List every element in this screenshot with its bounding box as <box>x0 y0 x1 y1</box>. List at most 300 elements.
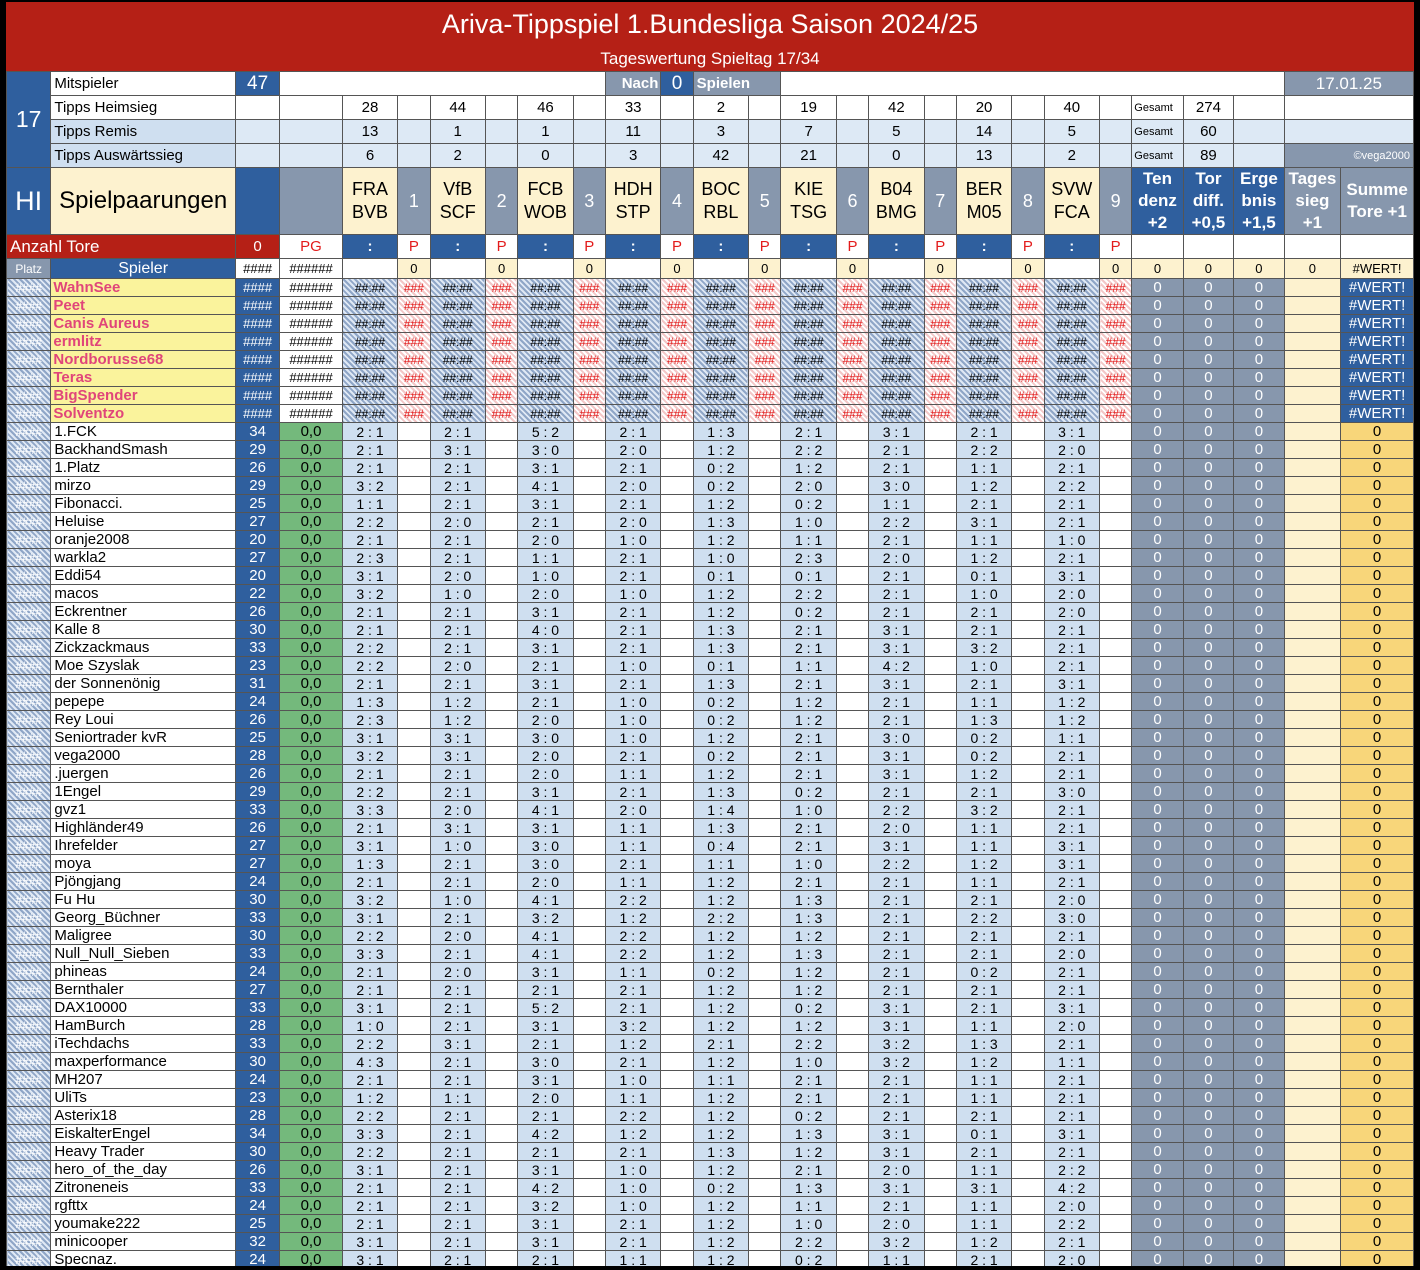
points-value <box>398 1125 430 1143</box>
tip-value: 1 : 1 <box>956 837 1011 855</box>
player-name[interactable]: Zitroneneis <box>51 1179 236 1197</box>
sum-value: #### <box>235 333 279 351</box>
tip-value: 2 : 1 <box>605 495 660 513</box>
points-value <box>1012 495 1044 513</box>
points-value <box>1100 1143 1132 1161</box>
points-value <box>1012 675 1044 693</box>
tip-value: 2 : 1 <box>1044 657 1099 675</box>
summe-value: 0 <box>1341 1035 1414 1053</box>
tip-value: 2 : 2 <box>342 927 397 945</box>
points-value <box>573 1233 605 1251</box>
mitspieler-count: 47 <box>235 72 279 96</box>
pg-value: ###### <box>280 333 343 351</box>
pg-value: 0,0 <box>280 1215 343 1233</box>
tip-value: ##:## <box>869 333 924 351</box>
points-value <box>398 1251 430 1267</box>
tip-value: 3 : 0 <box>518 855 573 873</box>
bonus-value: 0 <box>1183 567 1233 585</box>
player-name[interactable]: Georg_Büchner <box>51 909 236 927</box>
blank <box>1284 235 1340 259</box>
summe-value: 0 <box>1341 459 1414 477</box>
player-name[interactable]: warkla2 <box>51 549 236 567</box>
player-name[interactable]: Nordborusse68 <box>51 351 236 369</box>
points-value <box>1012 927 1044 945</box>
points-value: ### <box>661 369 693 387</box>
sum-value: 34 <box>235 423 279 441</box>
player-name[interactable]: Bernthaler <box>51 981 236 999</box>
tip-value: 2 : 1 <box>781 639 836 657</box>
player-name[interactable]: vega2000 <box>51 747 236 765</box>
points-value <box>749 1233 781 1251</box>
tip-value: 2 : 1 <box>342 441 397 459</box>
player-name[interactable]: moya <box>51 855 236 873</box>
player-name[interactable]: pepepe <box>51 693 236 711</box>
summe-value: 0 <box>1341 855 1414 873</box>
tip-value: ##:## <box>342 315 397 333</box>
tip-value: 1 : 2 <box>693 1125 748 1143</box>
points-value <box>661 621 693 639</box>
tip-count: 11 <box>605 120 660 144</box>
tip-count: 2 <box>693 96 748 120</box>
points-value <box>661 657 693 675</box>
tip-value: 2 : 1 <box>781 837 836 855</box>
bonus-value: 0 <box>1132 423 1183 441</box>
points-value <box>573 855 605 873</box>
bonus-value: 0 <box>1132 1179 1183 1197</box>
blank <box>1284 1107 1340 1125</box>
blank <box>1341 235 1414 259</box>
match-b04-bmg <box>869 168 924 235</box>
blank <box>836 120 868 144</box>
player-name[interactable]: mirzo <box>51 477 236 495</box>
tip-value: 2 : 3 <box>781 549 836 567</box>
player-name[interactable]: Solventzo <box>51 405 236 423</box>
tip-value: 3 : 2 <box>869 1035 924 1053</box>
tip-value: 1 : 0 <box>605 585 660 603</box>
tip-value: 3 : 1 <box>518 639 573 657</box>
bonus-value: 0 <box>1132 1107 1183 1125</box>
player-name[interactable]: Ihrefelder <box>51 837 236 855</box>
player-name[interactable]: ermlitz <box>51 333 236 351</box>
tip-value: 1 : 2 <box>956 549 1011 567</box>
tip-value: 3 : 0 <box>518 837 573 855</box>
points-value <box>1012 585 1044 603</box>
tip-value: 2 : 1 <box>869 981 924 999</box>
mitspieler-label: Mitspieler <box>51 72 236 96</box>
blank <box>1284 1143 1340 1161</box>
player-name[interactable]: BigSpender <box>51 387 236 405</box>
points-value <box>485 1143 517 1161</box>
platz-value: #### <box>7 441 51 459</box>
sum-value: 27 <box>235 981 279 999</box>
tip-count: 0 <box>518 144 573 168</box>
points-value <box>1100 909 1132 927</box>
tip-value: 2 : 1 <box>869 963 924 981</box>
bonus-value: 0 <box>1132 1053 1183 1071</box>
player-name[interactable]: Eckrentner <box>51 603 236 621</box>
p-label: P <box>573 235 605 259</box>
tip-value: 2 : 1 <box>605 855 660 873</box>
player-name[interactable]: Heluise <box>51 513 236 531</box>
player-name[interactable]: maxperformance <box>51 1053 236 1071</box>
tip-value: 2 : 1 <box>956 1143 1011 1161</box>
bonus-value: 0 <box>1183 1161 1233 1179</box>
player-name[interactable]: Highländer49 <box>51 819 236 837</box>
tip-value: 2 : 1 <box>1044 1035 1099 1053</box>
tip-value: 2 : 1 <box>518 1035 573 1053</box>
summe-value: 0 <box>1341 765 1414 783</box>
tip-value: 2 : 1 <box>342 765 397 783</box>
player-name[interactable]: phineas <box>51 963 236 981</box>
player-name[interactable]: macos <box>51 585 236 603</box>
points-value <box>749 1017 781 1035</box>
points-value <box>398 1215 430 1233</box>
player-name[interactable]: Zickzackmaus <box>51 639 236 657</box>
points-value: ### <box>661 387 693 405</box>
player-name[interactable]: 1.FCK <box>51 423 236 441</box>
points-value <box>485 945 517 963</box>
tip-value: 2 : 1 <box>869 945 924 963</box>
tip-value: 1 : 2 <box>693 729 748 747</box>
blank <box>781 259 836 279</box>
player-name[interactable]: Seniortrader kvR <box>51 729 236 747</box>
bonus-value: 0 <box>1234 927 1285 945</box>
player-name[interactable]: youmake222 <box>51 1215 236 1233</box>
tip-value: 1 : 2 <box>693 531 748 549</box>
points-value: ### <box>749 297 781 315</box>
points-value <box>1012 909 1044 927</box>
points-value <box>836 801 868 819</box>
player-name[interactable]: Specnaz. <box>51 1251 236 1267</box>
blank <box>1284 1215 1340 1233</box>
bonus-value: 0 <box>1132 1251 1183 1267</box>
player-name[interactable]: Canis Aureus <box>51 315 236 333</box>
points-value <box>749 855 781 873</box>
points-value: 0 <box>661 259 693 279</box>
points-value <box>661 1125 693 1143</box>
platz-value: #### <box>7 1251 51 1267</box>
player-name[interactable]: EiskalterEngel <box>51 1125 236 1143</box>
points-value: ### <box>836 315 868 333</box>
player-name[interactable]: UliTs <box>51 1089 236 1107</box>
points-value <box>661 711 693 729</box>
tip-value: 2 : 1 <box>1044 549 1099 567</box>
points-value <box>573 477 605 495</box>
tip-value: 3 : 1 <box>1044 675 1099 693</box>
match-fra-bvb <box>342 168 397 235</box>
tip-value: 3 : 1 <box>430 747 485 765</box>
tip-value: 1 : 1 <box>869 1251 924 1267</box>
tip-value: 2 : 2 <box>869 801 924 819</box>
points-value <box>749 999 781 1017</box>
platz-value: #### <box>7 747 51 765</box>
tip-value: 1 : 2 <box>693 981 748 999</box>
summe-value: 0 <box>1341 909 1414 927</box>
points-value <box>1012 603 1044 621</box>
tip-value: ##:## <box>1044 279 1099 297</box>
tip-value: 3 : 1 <box>869 621 924 639</box>
points-value <box>485 531 517 549</box>
summe-value: 0 <box>1341 1017 1414 1035</box>
blank <box>1284 1035 1340 1053</box>
tip-value: 1 : 2 <box>693 1161 748 1179</box>
pg-value: ###### <box>280 369 343 387</box>
tip-value: 2 : 0 <box>1044 891 1099 909</box>
summe-value: 0 <box>1341 441 1414 459</box>
points-value <box>398 441 430 459</box>
summe-value: 0 <box>1341 819 1414 837</box>
tip-value: 2 : 1 <box>605 459 660 477</box>
tip-value: ##:## <box>869 297 924 315</box>
player-name[interactable]: Kalle 8 <box>51 621 236 639</box>
bonus-value: 0 <box>1183 1179 1233 1197</box>
points-value <box>749 495 781 513</box>
tip-value: 2 : 1 <box>869 891 924 909</box>
player-name[interactable]: HamBurch <box>51 1017 236 1035</box>
points-value <box>485 873 517 891</box>
summe-value: 0 <box>1341 1233 1414 1251</box>
bonus-value: 0 <box>1132 729 1183 747</box>
tip-value: 3 : 1 <box>430 819 485 837</box>
tip-value: 2 : 1 <box>430 1251 485 1267</box>
points-value: 0 <box>398 259 430 279</box>
pg-value: 0,0 <box>280 585 343 603</box>
points-value <box>1012 1197 1044 1215</box>
points-value <box>924 1107 956 1125</box>
points-value <box>573 603 605 621</box>
tip-value: 2 : 1 <box>430 621 485 639</box>
tip-value: 1 : 3 <box>693 783 748 801</box>
player-name[interactable]: DAX10000 <box>51 999 236 1017</box>
points-value <box>485 423 517 441</box>
player-name[interactable]: rgfttx <box>51 1197 236 1215</box>
tip-value: 2 : 1 <box>605 675 660 693</box>
bonus-value: 0 <box>1132 837 1183 855</box>
pg-value: 0,0 <box>280 729 343 747</box>
player-name[interactable]: Heavy Trader <box>51 1143 236 1161</box>
tip-value: 3 : 1 <box>342 999 397 1017</box>
player-name[interactable]: 1.Platz <box>51 459 236 477</box>
away-team: M05 <box>966 202 1002 222</box>
player-name[interactable]: oranje2008 <box>51 531 236 549</box>
points-value <box>485 729 517 747</box>
points-value <box>1012 1071 1044 1089</box>
bonus-value: 0 <box>1183 981 1233 999</box>
tip-value: ##:## <box>518 405 573 423</box>
tip-value: 1 : 2 <box>693 1215 748 1233</box>
tip-value: 1 : 2 <box>430 711 485 729</box>
points-value <box>485 441 517 459</box>
points-value: ### <box>573 369 605 387</box>
points-value <box>661 1251 693 1267</box>
platz-value: #### <box>7 423 51 441</box>
player-name[interactable]: Rey Loui <box>51 711 236 729</box>
platz-value: #### <box>7 657 51 675</box>
player-name[interactable]: gvz1 <box>51 801 236 819</box>
player-name[interactable]: WahnSee <box>51 279 236 297</box>
tip-value: ##:## <box>342 333 397 351</box>
pg-value: 0,0 <box>280 621 343 639</box>
points-value <box>924 1125 956 1143</box>
blank <box>1284 369 1340 387</box>
points-value <box>1100 549 1132 567</box>
sum-value: #### <box>235 369 279 387</box>
tip-value: ##:## <box>956 279 1011 297</box>
summe-value: #WERT! <box>1341 333 1414 351</box>
tip-value: 1 : 0 <box>605 1161 660 1179</box>
player-name[interactable]: Eddi54 <box>51 567 236 585</box>
points-value <box>573 657 605 675</box>
points-value: ### <box>573 333 605 351</box>
tip-value: 3 : 1 <box>869 747 924 765</box>
tip-value: 1 : 0 <box>781 513 836 531</box>
player-name[interactable]: minicooper <box>51 1233 236 1251</box>
platz-value: #### <box>7 369 51 387</box>
summe-value: #WERT! <box>1341 387 1414 405</box>
points-value <box>1012 765 1044 783</box>
player-name[interactable]: Fu Hu <box>51 891 236 909</box>
blank <box>1284 1071 1340 1089</box>
player-name[interactable]: MH207 <box>51 1071 236 1089</box>
player-name[interactable]: Maligree <box>51 927 236 945</box>
points-value <box>924 1215 956 1233</box>
points-value <box>749 675 781 693</box>
bonus-value: 0 <box>1183 549 1233 567</box>
player-name[interactable]: der Sonnenönig <box>51 675 236 693</box>
points-value <box>573 729 605 747</box>
pg-value: 0,0 <box>280 531 343 549</box>
sum-value: #### <box>235 315 279 333</box>
points-value <box>749 891 781 909</box>
away-team: SCF <box>439 202 476 222</box>
points-value: ### <box>1100 279 1132 297</box>
player-name[interactable]: Moe Szyslak <box>51 657 236 675</box>
tip-value: 3 : 2 <box>956 801 1011 819</box>
tip-count: 1 <box>518 120 573 144</box>
points-value <box>573 747 605 765</box>
points-value <box>485 837 517 855</box>
tip-value: 1 : 0 <box>781 1053 836 1071</box>
summe-value: 0 <box>1341 1251 1414 1267</box>
player-name[interactable]: Pjöngjang <box>51 873 236 891</box>
player-name[interactable]: Fibonacci. <box>51 495 236 513</box>
blank <box>1284 1089 1340 1107</box>
platz-value: #### <box>7 1215 51 1233</box>
points-value <box>398 747 430 765</box>
player-name[interactable]: iTechdachs <box>51 1035 236 1053</box>
tip-value: 5 : 2 <box>518 999 573 1017</box>
tip-value: 3 : 1 <box>430 1035 485 1053</box>
tip-value: 1 : 2 <box>1044 693 1099 711</box>
player-name[interactable]: Peet <box>51 297 236 315</box>
tip-value: 1 : 4 <box>693 801 748 819</box>
bonus-value: 0 <box>1132 927 1183 945</box>
player-name[interactable]: 1Engel <box>51 783 236 801</box>
points-value <box>924 639 956 657</box>
tip-value: 3 : 2 <box>342 585 397 603</box>
points-value <box>485 1251 517 1267</box>
blank <box>1284 1125 1340 1143</box>
summe-value: #WERT! <box>1341 405 1414 423</box>
bonus-value: 0 <box>1132 477 1183 495</box>
blank <box>1284 963 1340 981</box>
pg-value: 0,0 <box>280 1161 343 1179</box>
bonus-value: 0 <box>1234 333 1285 351</box>
points-value <box>749 1197 781 1215</box>
points-value <box>749 1107 781 1125</box>
player-name[interactable]: Null_Null_Sieben <box>51 945 236 963</box>
points-value <box>485 855 517 873</box>
pg-value: 0,0 <box>280 765 343 783</box>
points-value <box>661 1089 693 1107</box>
points-value <box>836 459 868 477</box>
bonus-value: 0 <box>1132 441 1183 459</box>
tip-value: 2 : 1 <box>342 1071 397 1089</box>
points-value <box>661 873 693 891</box>
bonus-value: 0 <box>1183 315 1233 333</box>
bonus-value: 0 <box>1234 1089 1285 1107</box>
blank <box>836 96 868 120</box>
tip-count: 44 <box>430 96 485 120</box>
points-value <box>661 1071 693 1089</box>
player-name[interactable]: Asterix18 <box>51 1107 236 1125</box>
points-value <box>573 819 605 837</box>
tipps-heim-label: Tipps Heimsieg <box>51 96 236 120</box>
blank <box>1284 1017 1340 1035</box>
points-value <box>836 855 868 873</box>
points-value: ### <box>836 279 868 297</box>
tip-value: 2 : 1 <box>781 423 836 441</box>
platz-value: #### <box>7 531 51 549</box>
pg-value: 0,0 <box>280 477 343 495</box>
player-name[interactable]: .juergen <box>51 765 236 783</box>
tip-value: 3 : 1 <box>1044 567 1099 585</box>
tip-value: 2 : 0 <box>869 819 924 837</box>
points-value: ### <box>1012 333 1044 351</box>
player-name[interactable]: hero_of_the_day <box>51 1161 236 1179</box>
ergebnis-total: 0 <box>1234 259 1285 279</box>
tip-value: 1 : 1 <box>956 1161 1011 1179</box>
tip-value: 3 : 0 <box>1044 909 1099 927</box>
tip-value: ##:## <box>693 279 748 297</box>
pg-value: 0,0 <box>280 441 343 459</box>
tip-value: 0 : 1 <box>781 567 836 585</box>
bonus-value: 0 <box>1234 1143 1285 1161</box>
home-team: BOC <box>701 179 741 199</box>
summe-value: #WERT! <box>1341 351 1414 369</box>
tip-value: 2 : 2 <box>605 927 660 945</box>
tip-value: 4 : 2 <box>1044 1179 1099 1197</box>
pg-value: 0,0 <box>280 963 343 981</box>
points-value: ### <box>749 387 781 405</box>
points-value <box>1100 441 1132 459</box>
tip-value: ##:## <box>342 297 397 315</box>
tip-value: 2 : 1 <box>1044 963 1099 981</box>
player-name[interactable]: Teras <box>51 369 236 387</box>
summe-value: #WERT! <box>1341 369 1414 387</box>
player-name[interactable]: BackhandSmash <box>51 441 236 459</box>
points-value <box>485 783 517 801</box>
points-value <box>661 531 693 549</box>
bonus-value: 0 <box>1234 495 1285 513</box>
points-value <box>573 1071 605 1089</box>
summe-value: 0 <box>1341 747 1414 765</box>
tip-value: 2 : 1 <box>869 693 924 711</box>
tip-value: 2 : 0 <box>518 765 573 783</box>
points-value <box>485 1215 517 1233</box>
points-value: ### <box>573 351 605 369</box>
blank <box>1012 144 1044 168</box>
